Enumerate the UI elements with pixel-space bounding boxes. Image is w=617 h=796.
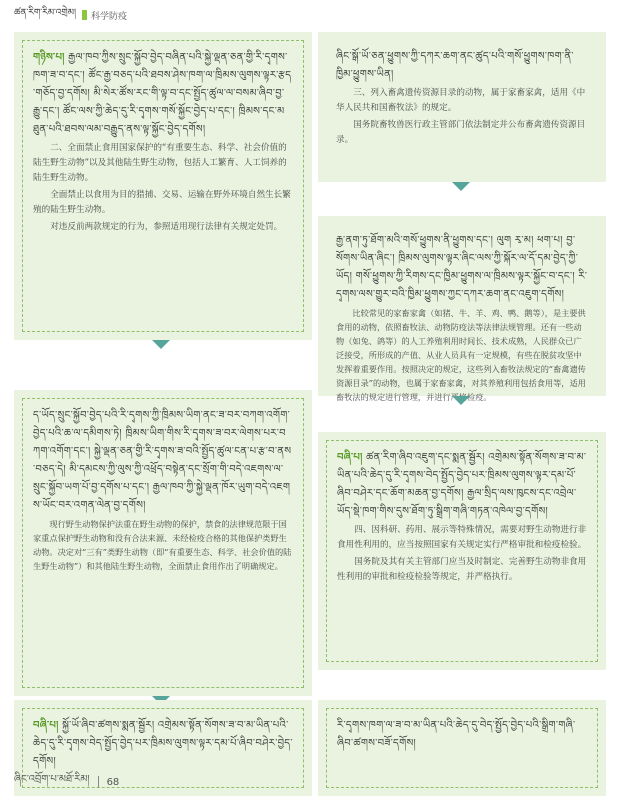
- tibetan-text: སྐྱོ་ཡོ་ཞིབ་ཚགས་སྨན་སྦྱོར། འགྲེམས་སྟོན་སོགས་ཟ་བ་མ་ཡིན་པའི་ཆེད་དུ་རི་དྭགས་བེད་སྤྱོད་བྱེད་པར་ཁྲིམས་ལུགས་ལྟར་དམ་པོ་ཞིབ་བཤེར་བྱེད་དགོས།: [33, 720, 293, 767]
- article-block-4-explanation: [318, 700, 606, 796]
- article-block-4: [318, 432, 606, 670]
- chinese-paragraph: 二、全面禁止食用国家保护的“有重要生态、科学、社会价值的陆生野生动物”以及其他陆生野生动物，包括人工繁育、人工饲养的陆生野生动物。: [33, 143, 287, 183]
- article-block-explanation: [14, 390, 312, 696]
- chinese-paragraph: 三、列入畜禽遗传资源目录的动物，属于家畜家禽，适用《中华人民共和国畜牧法》的规定。: [336, 88, 586, 113]
- article-block-3: [318, 32, 606, 182]
- chinese-paragraph: 对违反前两款规定的行为，参照适用现行法律有关规定处罚。: [50, 222, 283, 232]
- article-block-4-explanation-frame: [326, 708, 598, 788]
- tibetan-paragraph: [33, 49, 293, 139]
- section-title-tibetan: ཚན་རིག་རིམ་འགྲེམ།: [14, 7, 77, 18]
- section-marker: [82, 10, 87, 20]
- tibetan-paragraph: [337, 449, 587, 521]
- chinese-paragraph: 四、因科研、药用、展示等特殊情况，需要对野生动物进行非食用性利用的，应当按照国家有关规定实行严格审批和检疫检验。: [337, 525, 587, 550]
- article-block-4-frame: [326, 440, 598, 662]
- tibetan-paragraph: རྒྱ་ནག་ཏུ་ཐོག་མའི་གསོ་ཕྱུགས་ནི་ཕྱུགས་དང་། ལུག རྭ་མ། ཕག་པ། བྱ་སོགས་ཡིན་ཞིང་། ཁྲིམས་ལུགས་ལྟར་ཞིང་ལས་ཀྱི་སྐོར་ལ་དོ་དམ་བྱེད་ཀྱི་ཡོད། གསོ་ཕྱུགས་ཀྱི་རིགས་དང་ཁྱིམ་ཕྱུགས་ལ་ཁྲིམས་ལྟར་སྐྱོང་བ་དང་། རི་དྭགས་ལས་གྱུར་བའི་ཁྱིམ་ཕྱུགས་ཀྱང་དཀར་ཆག་ནང་འཇུག་དགོས།: [336, 235, 588, 300]
- page-footer: [14, 772, 119, 792]
- article-block-2: [14, 32, 312, 340]
- chinese-paragraph: 比较常见的家畜家禽（如猪、牛、羊、鸡、鸭、鹅等），是主要供食用的动物，依照畜牧法、动物防疫法等法律法规管理。还有一些动物（如兔、鸽等）的人工养殖利用时间长、技术成熟，人民群众已广泛接受，所形成的产值、从业人员具有一定规模，有些在脱贫攻坚中发挥着重要作用。按照决定的规定，这些列入畜牧法规定的“畜禽遗传资源目录”的动物，也属于家畜家禽，对其养殖利用包括食用等，适用畜牧法的规定进行管理，并进行严格检疫。: [336, 308, 586, 402]
- page-number: 68: [106, 776, 120, 788]
- tibetan-text: རྒྱལ་ཁབ་ཀྱིས་སྲུང་སྐྱོབ་བྱེད་བཞིན་པའི་སྐྱེ་ལྡན་ཅན་གྱི་རི་དྭགས་ཁག་ཟ་བ་དང་། ཚོང་རྒྱ་བཅད་པའི་ཐབས་ཤེས་ཁག་ལ་ཁྲིམས་ལུགས་ལྟར་རྩད་གཅོད་བྱ་དགོས། མི་སེར་ཚོས་རང་གི་ལྟ་བ་དང་སྤྱོད་ཚུལ་ལ་བསམ་ཞིབ་བྱ་རྒྱུ་དང་། ཚོང་ལས་ཀྱི་ཆེད་དུ་རི་དྭགས་གསོ་སྐྱོང་བྱེད་པ་དང་། ཁྲིམས་དང་མཐུན་པའི་ཐབས་ལམ་བརྒྱུད་ནས་ལྟ་སྐྱོང་བྱེད་དགོས།: [33, 52, 292, 135]
- footer-divider: [98, 776, 99, 788]
- article-block-3-frame: [326, 40, 598, 174]
- tibetan-text: ཚན་རིག་ཞིབ་འཇུག་དང་སྨན་སྦྱོར། འགྲེམས་སྟོན་སོགས་ཟ་བ་མ་ཡིན་པའི་ཆེད་དུ་རི་དྭགས་བེད་སྤྱོད་བྱེད་པར་ཁྲིམས་ལུགས་ལྟར་དམ་པོ་ཞིབ་བཤེར་དང་ཆོག་མཆན་བྱ་དགོས། རྒྱལ་སྲིད་ལས་ཁུངས་དང་འབྲེལ་ཡོད་སྡེ་ཁག་གིས་དུས་ཐོག་ཏུ་སྒྲིག་གཞི་གཏན་འཁེལ་བྱ་དགོས།: [337, 452, 587, 517]
- magazine-title: ཞིང་འབྲོག་པ་མཐོ་རིམ།: [14, 774, 90, 785]
- chinese-paragraph: 现行野生动物保护法重在野生动物的保护，禁食的法律规范限于国家重点保护野生动物和没有合法来源、未经检疫合格的其他保护类野生动物。决定对“三有”类野生动物（即“有重要生态、科学、社会价值的陆生野生动物”）和其他陆生野生动物，全面禁止食用作出了明确规定。: [33, 519, 292, 571]
- article-block-3-explanation-frame: [326, 224, 598, 402]
- article-block-2-frame: [22, 40, 304, 332]
- down-arrow-icon: [452, 396, 470, 405]
- point-marker: བཞི་པ།: [337, 452, 363, 463]
- chinese-paragraph: 国务院畜牧兽医行政主管部门依法制定并公布畜禽遗传资源目录。: [336, 120, 586, 145]
- tibetan-paragraph: ཞིང་སྒོ་ཡོ་ཅན་ཕྱུགས་ཀྱི་དཀར་ཆག་ནང་ཚུད་པའི་གསོ་ཕྱུགས་ཁག་ནི་ཁྱིམ་ཕྱུགས་ཡིན།: [336, 51, 574, 80]
- point-marker: བཞི་པ།: [33, 720, 59, 731]
- page-header: [14, 8, 127, 22]
- chinese-paragraph: 全面禁止以食用为目的猎捕、交易、运输在野外环境自然生长繁殖的陆生野生动物。: [33, 190, 291, 215]
- down-arrow-icon: [452, 182, 470, 191]
- article-block-explanation-frame: [22, 398, 304, 688]
- point-marker: གཉིས་པ།: [33, 52, 65, 63]
- down-arrow-icon: [152, 340, 170, 349]
- tibetan-paragraph: ད་ཡོད་སྲུང་སྐྱོབ་བྱེད་པའི་རི་དྭགས་ཀྱི་ཁྲིམས་ཡིག་ནང་ཟ་བར་བཀག་འགོག་བྱེད་པའི་ཆ་ལ་དམིགས་ཏེ། ཁྲིམས་ཡིག་གིས་རི་དྭགས་ཟ་བར་ལེགས་པར་བཀག་འགོག་དང་། སྐྱེ་ལྡན་ཅན་གྱི་རི་དྭགས་ཟ་བའི་སྤྱོད་ཚུལ་ངན་པ་རྩ་བ་ནས་བཅད་དེ། མི་དམངས་ཀྱི་ལུས་ཀྱི་འཕྲོད་བསྟེན་དང་སྲོག་གི་བདེ་འཇགས་ལ་སྲུང་སྐྱོབ་ཡག་པོ་བྱ་དགོས་པ་དང་། རྒྱལ་ཁབ་ཀྱི་སྐྱེ་ལྡན་ཁོར་ཡུག་བདེ་འཇགས་ཡོང་བར་འགན་ལེན་བྱ་དགོས།: [33, 410, 292, 511]
- tibetan-paragraph: [33, 717, 293, 771]
- chinese-paragraph: 国务院及其有关主管部门应当及时制定、完善野生动物非食用性利用的审批和检疫检验等规定，并严格执行。: [337, 557, 587, 582]
- tibetan-paragraph: རི་དྭགས་ཁག་ལ་ཟ་བ་མ་ཡིན་པའི་ཆེད་དུ་བེད་སྤྱོད་བྱེད་པའི་སྒྲིག་གཞི་ཞིབ་ཚགས་བཟོ་དགོས།: [337, 720, 576, 749]
- section-tag: 科学防疫: [91, 11, 128, 22]
- article-block-3-explanation: [318, 216, 606, 402]
